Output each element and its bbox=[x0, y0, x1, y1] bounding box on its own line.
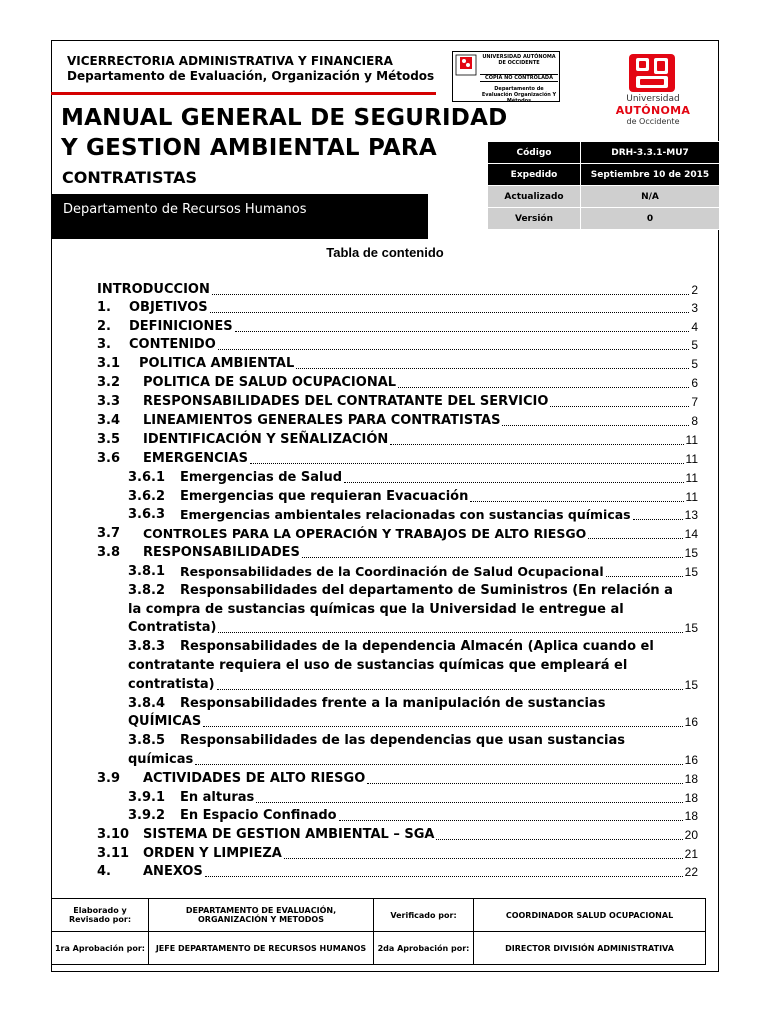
toc-leader bbox=[284, 858, 683, 859]
toc-entry-title: EMERGENCIAS bbox=[143, 451, 248, 466]
aprobacion1-label: 1ra Aprobación por: bbox=[52, 932, 149, 965]
version-value: 0 bbox=[581, 208, 720, 230]
elaborado-label: Elaborado y Revisado por: bbox=[52, 899, 149, 932]
toc-entry-page: 5 bbox=[691, 338, 698, 352]
verificado-value: COORDINADOR SALUD OCUPACIONAL bbox=[474, 899, 706, 932]
toc-entry-title: ANEXOS bbox=[143, 864, 203, 879]
toc-entry-page: 18 bbox=[684, 791, 698, 805]
toc-entry[interactable] bbox=[97, 544, 698, 562]
toc-entry-title-line: químicas bbox=[128, 752, 194, 767]
toc-entry-title-line: contratista) bbox=[128, 677, 215, 692]
toc-entry-page: 15 bbox=[684, 678, 698, 692]
toc-entry-title-line: Contratista) bbox=[128, 620, 217, 635]
toc-entry-page: 21 bbox=[684, 847, 698, 861]
toc-leader bbox=[296, 368, 689, 369]
toc-entry[interactable] bbox=[128, 789, 698, 807]
toc-entry-num: 3.6.2 bbox=[128, 489, 166, 504]
toc-entry-title: En Espacio Confinado bbox=[180, 808, 337, 823]
toc-entry[interactable] bbox=[97, 336, 698, 354]
toc-entry-num: 2. bbox=[97, 319, 111, 334]
toc-entry-title: RESPONSABILIDADES bbox=[143, 545, 300, 560]
toc-entry-title: INTRODUCCION bbox=[97, 282, 210, 297]
toc-leader bbox=[195, 764, 682, 765]
toc-entry[interactable] bbox=[97, 374, 698, 392]
toc-entry-page: 11 bbox=[685, 471, 698, 485]
stamp-university: UNIVERSIDAD AUTÓNOMA DE OCCIDENTE bbox=[482, 54, 556, 66]
document-info-table bbox=[487, 141, 720, 230]
toc-entry[interactable] bbox=[97, 525, 698, 543]
expedido-label: Expedido bbox=[488, 164, 581, 186]
toc-entry-num: 3.3 bbox=[97, 394, 121, 409]
toc-entry-num: 1. bbox=[97, 300, 111, 315]
toc-entry-num: 3.8.4 bbox=[128, 696, 166, 711]
toc-entry-title: DEFINICIONES bbox=[129, 319, 233, 334]
toc-entry-multiline[interactable] bbox=[128, 695, 605, 713]
aprobacion2-value: DIRECTOR DIVISIÓN ADMINISTRATIVA bbox=[474, 932, 706, 965]
toc-entry-num: 3.1 bbox=[97, 356, 121, 371]
toc-entry-title: POLITICA DE SALUD OCUPACIONAL bbox=[143, 375, 397, 390]
toc-entry-page: 7 bbox=[691, 395, 698, 409]
toc-leader bbox=[588, 538, 682, 539]
toc-entry-page: 20 bbox=[684, 828, 698, 842]
toc-entry-num: 3.2 bbox=[97, 375, 121, 390]
toc-leader bbox=[339, 820, 683, 821]
toc-entry[interactable] bbox=[128, 488, 698, 506]
title-line-1: MANUAL GENERAL DE SEGURIDAD bbox=[61, 105, 508, 131]
toc-entry-page: 15 bbox=[684, 621, 698, 635]
toc-entry-page: 11 bbox=[685, 490, 698, 504]
toc-entry-multiline[interactable] bbox=[128, 582, 673, 600]
toc-heading: Tabla de contenido bbox=[326, 245, 444, 260]
toc-entry-num: 3.5 bbox=[97, 432, 121, 447]
department-name: Departamento de Recursos Humanos bbox=[63, 202, 307, 217]
toc-entry-last-line[interactable] bbox=[128, 676, 698, 694]
toc-entry-title: ACTIVIDADES DE ALTO RIESGO bbox=[143, 771, 366, 786]
toc-entry-num: 3.6.1 bbox=[128, 470, 166, 485]
toc-leader bbox=[502, 425, 689, 426]
toc-leader bbox=[470, 501, 683, 502]
toc-entry-page: 6 bbox=[691, 376, 698, 390]
toc-entry-page: 11 bbox=[685, 452, 698, 466]
codigo-label: Código bbox=[488, 142, 581, 164]
header-red-rule bbox=[51, 92, 436, 95]
aprobacion2-label: 2da Aprobación por: bbox=[374, 932, 474, 965]
toc-leader bbox=[212, 294, 689, 295]
toc-entry-title-line: Responsabilidades frente a la manipulación de sustancias bbox=[180, 696, 606, 711]
toc-entry-title: CONTENIDO bbox=[129, 337, 216, 352]
actualizado-label: Actualizado bbox=[488, 186, 581, 208]
toc-entry-page: 11 bbox=[685, 433, 698, 447]
toc-entry[interactable] bbox=[97, 281, 698, 299]
toc-entry-num: 4. bbox=[97, 864, 111, 879]
elaborado-value: DEPARTAMENTO DE EVALUACIÓN, ORGANIZACIÓN Y METODOS bbox=[149, 899, 374, 932]
toc-entry-num: 3.9 bbox=[97, 771, 121, 786]
toc-entry[interactable] bbox=[97, 770, 698, 788]
toc-entry-multiline[interactable] bbox=[128, 732, 625, 750]
toc-leader bbox=[218, 349, 690, 350]
toc-leader bbox=[367, 783, 682, 784]
toc-leader bbox=[235, 331, 690, 332]
toc-entry-page: 13 bbox=[684, 508, 698, 522]
toc-entry-num: 3.8.2 bbox=[128, 583, 166, 598]
toc-entry-title: En alturas bbox=[180, 790, 255, 805]
toc-leader bbox=[633, 519, 683, 520]
toc-entry-page: 2 bbox=[691, 283, 698, 297]
toc-entry[interactable] bbox=[97, 299, 698, 317]
toc-leader bbox=[606, 576, 683, 577]
toc-entry-last-line[interactable] bbox=[128, 619, 698, 637]
control-stamp bbox=[452, 51, 560, 102]
approval-row-2 bbox=[52, 932, 706, 965]
toc-entry-title: ORDEN Y LIMPIEZA bbox=[143, 846, 282, 861]
toc-entry-title: Emergencias que requieran Evacuación bbox=[180, 489, 469, 504]
header-line-1: VICERRECTORIA ADMINISTRATIVA Y FINANCIERA bbox=[67, 54, 393, 68]
toc-leader bbox=[344, 482, 684, 483]
stamp-department: Departamento de Evaluación Organización Y Métodos bbox=[481, 86, 557, 104]
toc-entry-page: 15 bbox=[684, 565, 698, 579]
verificado-label: Verificado por: bbox=[374, 899, 474, 932]
toc-entry-num: 3.10 bbox=[97, 827, 130, 842]
toc-entry-title-line: Responsabilidades de la dependencia Almacén (Aplica cuando el bbox=[180, 639, 654, 654]
codigo-value: DRH-3.3.1-MU7 bbox=[581, 142, 720, 164]
toc-entry-page: 18 bbox=[684, 809, 698, 823]
toc-entry-page: 15 bbox=[684, 546, 698, 560]
university-logo-small-icon bbox=[455, 54, 477, 76]
toc-entry[interactable] bbox=[97, 412, 698, 430]
toc-entry-title: SISTEMA DE GESTION AMBIENTAL – SGA bbox=[143, 827, 435, 842]
toc-leader bbox=[218, 632, 682, 633]
version-label: Versión bbox=[488, 208, 581, 230]
toc-entry-page: 4 bbox=[691, 320, 698, 334]
info-row-actualizado bbox=[488, 186, 720, 208]
toc-entry-num: 3. bbox=[97, 337, 111, 352]
toc-entry-page: 8 bbox=[691, 414, 698, 428]
title-line-2: Y GESTION AMBIENTAL PARA bbox=[61, 135, 437, 161]
toc-entry-title: IDENTIFICACIÓN Y SEÑALIZACIÓN bbox=[143, 432, 389, 447]
toc-entry-num: 3.9.1 bbox=[128, 790, 166, 805]
toc-entry-num: 3.11 bbox=[97, 846, 130, 861]
toc-entry-num: 3.9.2 bbox=[128, 808, 166, 823]
toc-leader bbox=[203, 726, 682, 727]
toc-entry-title-line: Responsabilidades de las dependencias que usan sustancias bbox=[180, 733, 626, 748]
toc-entry-title-line: la compra de sustancias químicas que la Universidad le entregue al bbox=[128, 602, 624, 617]
document-subtitle: CONTRATISTAS bbox=[62, 168, 198, 187]
toc-entry-num: 3.4 bbox=[97, 413, 121, 428]
toc-entry[interactable] bbox=[97, 826, 698, 844]
info-row-codigo bbox=[488, 142, 720, 164]
toc-entry-page: 18 bbox=[684, 772, 698, 786]
toc-entry-last-line[interactable] bbox=[128, 713, 698, 731]
toc-entry-title: CONTROLES PARA LA OPERACIÓN Y TRABAJOS DE ALTO RIESGO bbox=[143, 526, 587, 541]
toc-entry[interactable] bbox=[97, 431, 698, 449]
document-title bbox=[61, 103, 507, 163]
toc-entry-title: OBJETIVOS bbox=[129, 300, 208, 315]
toc-leader bbox=[302, 557, 683, 558]
info-row-version bbox=[488, 208, 720, 230]
info-row-expedido bbox=[488, 164, 720, 186]
toc-entry-num: 3.6.3 bbox=[128, 507, 166, 522]
toc-entry-page: 22 bbox=[684, 865, 698, 879]
toc-leader bbox=[250, 463, 684, 464]
header-institution bbox=[67, 54, 434, 84]
toc-entry-title: Responsabilidades de la Coordinación de Salud Ocupacional bbox=[180, 564, 604, 579]
toc-entry-num: 3.8.5 bbox=[128, 733, 166, 748]
toc-entry[interactable] bbox=[128, 506, 698, 524]
toc-entry-num: 3.7 bbox=[97, 526, 121, 541]
expedido-value: Septiembre 10 de 2015 bbox=[581, 164, 720, 186]
toc-entry-page: 16 bbox=[684, 715, 698, 729]
toc-entry-title-line: contratante requiera el uso de sustancias químicas que empleará el bbox=[128, 658, 628, 673]
toc-leader bbox=[390, 444, 683, 445]
toc-entry-multiline[interactable] bbox=[128, 638, 654, 656]
aprobacion1-value: JEFE DEPARTAMENTO DE RECURSOS HUMANOS bbox=[149, 932, 374, 965]
toc-entry-title: Emergencias ambientales relacionadas con sustancias químicas bbox=[180, 507, 631, 522]
toc-entry[interactable] bbox=[97, 863, 698, 881]
toc-entry-page: 16 bbox=[684, 753, 698, 767]
toc-leader bbox=[217, 689, 683, 690]
toc-entry[interactable] bbox=[128, 807, 698, 825]
toc-entry[interactable] bbox=[128, 469, 698, 487]
logo-text-bottom: de Occidente bbox=[626, 117, 680, 126]
logo-text-name: AUTÓNOMA bbox=[615, 104, 691, 117]
toc-entry-num: 3.8 bbox=[97, 545, 121, 560]
toc-entry-page: 3 bbox=[691, 301, 698, 315]
university-emblem-icon bbox=[627, 52, 677, 96]
toc-entry-title-line: Responsabilidades del departamento de Suministros (En relación a bbox=[180, 583, 673, 598]
toc-entry-page: 14 bbox=[684, 527, 698, 541]
toc-leader bbox=[550, 406, 689, 407]
logo-text-top: Universidad bbox=[626, 94, 680, 104]
toc-entry[interactable] bbox=[97, 450, 698, 468]
toc-entry[interactable] bbox=[97, 318, 698, 336]
toc-leader bbox=[436, 839, 682, 840]
toc-entry-title: POLITICA AMBIENTAL bbox=[139, 356, 295, 371]
department-banner bbox=[51, 194, 428, 239]
toc-entry[interactable] bbox=[97, 845, 698, 863]
approval-row-1 bbox=[52, 899, 706, 932]
toc-entry-num: 3.8.3 bbox=[128, 639, 166, 654]
toc-entry[interactable] bbox=[97, 393, 698, 411]
toc-entry[interactable] bbox=[128, 563, 698, 581]
toc-entry-title: RESPONSABILIDADES DEL CONTRATANTE DEL SERVICIO bbox=[143, 394, 549, 409]
toc-leader bbox=[205, 876, 683, 877]
toc-entry-last-line[interactable] bbox=[128, 751, 698, 769]
actualizado-value: N/A bbox=[581, 186, 720, 208]
toc-entry-title: Emergencias de Salud bbox=[180, 470, 343, 485]
toc-entry-num: 3.8.1 bbox=[128, 564, 166, 579]
toc-leader bbox=[398, 387, 689, 388]
toc-entry[interactable] bbox=[97, 355, 698, 373]
toc-leader bbox=[210, 312, 690, 313]
toc-entry-page: 5 bbox=[691, 357, 698, 371]
university-logo bbox=[605, 52, 701, 126]
toc-entry-title: LINEAMIENTOS GENERALES PARA CONTRATISTAS bbox=[143, 413, 501, 428]
toc-leader bbox=[256, 802, 682, 803]
approval-table bbox=[51, 898, 706, 965]
toc-entry-num: 3.6 bbox=[97, 451, 121, 466]
header-line-2: Departamento de Evaluación, Organización y Métodos bbox=[67, 69, 435, 83]
stamp-copy-status: COPIA NO CONTROLADA bbox=[480, 74, 558, 82]
toc-entry-title-line: QUÍMICAS bbox=[128, 714, 202, 729]
